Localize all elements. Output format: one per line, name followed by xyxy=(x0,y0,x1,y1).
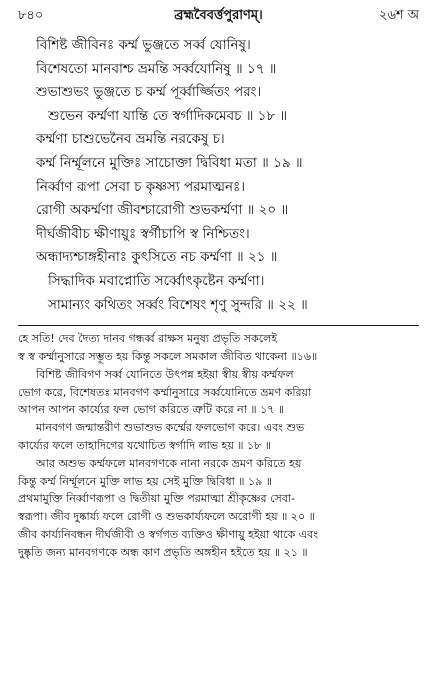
running-title: ব্রহ্মবৈবর্ত্তপুরাণম্। xyxy=(174,8,263,23)
commentary-line: কার্য্যের ফলে তাহাদিগের যথোচিত স্বর্গাদি লাভ হয় ॥ ১৮ ॥ xyxy=(18,438,272,452)
verse-line: শুভাশুভং ভুঞ্জতে চ কর্ম্ম পূর্ব্বার্জ্জিতং পরং। xyxy=(36,84,262,101)
commentary-line: স্বরূপা। জীব দুষ্কার্য্য ফলে রোগী ও শুভকার্য্যফলে অরোগী হয় ॥ ২০ ॥ xyxy=(18,510,315,524)
commentary-line: আপন আপন কার্য্যের ফল ভোগ করিতে ত্রুটি করে না ॥ ১৭ ॥ xyxy=(18,403,285,417)
verse-line: রোগী অকর্ম্মণা জীবশ্চারোগী শুভকর্ম্মণা ॥ ২০ ॥ xyxy=(36,202,289,219)
verse-block xyxy=(18,34,419,317)
verse-line: শুভেন কর্ম্মণা যান্তি তে স্বর্গাদিকমেবচ ॥ ১৮ ॥ xyxy=(48,107,288,124)
commentary-line: স্ব স্ব কর্ম্মানুসারে সম্ভূত হয় কিন্তু সকলে সমকাল জীবিত থাকেনা ॥১৬॥ xyxy=(18,349,318,363)
commentary-line: বিশিষ্ট জীবিগণ সর্ব্ব যোনিতে উৎপন্ন হইয়া স্বীয় স্বীয় কর্ম্মফল xyxy=(36,367,294,381)
verse-line: দীর্ঘজীবীচ ক্ষীণায়ুঃ স্বর্গীচাপি স্ব নিশ্চিতং। xyxy=(36,225,250,242)
commentary-line: ভোগ করে, বিশেষতঃ মানবগণ কর্ম্মানুসারে সর্ব্বযোনিতে ভ্রমণ করিয়া xyxy=(18,385,312,399)
commentary-line: জীব কার্য্যনিবন্ধন দীর্ঘজীবী ও স্বর্গগত ব্যক্তিও ক্ষীণায়ু হইয়া থাকে এবং xyxy=(18,527,318,541)
verse-line: নির্ব্বাণ রূপা সেবা চ কৃষ্ণস্য পরমাত্মনঃ। xyxy=(36,178,246,195)
verse-line: কর্ম্ম নির্ম্মূলনে মুক্তিঃ সাচোক্তা দ্বিবিধা মতা ॥ ১৯ ॥ xyxy=(36,154,303,171)
verse-line: অন্ধাদ্যশ্চাঙ্গহীনাঃ কুৎসিতে নচ কর্ম্মণা ॥ ২১ ॥ xyxy=(36,249,278,266)
verse-line: সামান্যং কথিতং সর্ব্বং বিশেষং শৃণু সুন্দরি ॥ ২২ ॥ xyxy=(48,296,308,313)
page-header xyxy=(18,6,419,28)
commentary-block xyxy=(18,330,419,561)
page-number: ৮৪০ xyxy=(18,8,44,23)
commentary-line: দুষ্কৃতি জন্য মানবগণকে অন্ধ কাণ প্রভৃতি অঙ্গহীন হইতে হয় ॥ ২১ ॥ xyxy=(18,545,308,559)
verse-line: বিশেষতো মানবাশ্চ ভ্রমন্তি সর্ব্বযোনিষু ॥ ১৭ ॥ xyxy=(36,60,277,77)
commentary-line: হে সতি! দেব দৈত্য দানব গন্ধর্ব্ব রাক্ষস মনুষ্য প্রভৃতি সকলেই xyxy=(18,332,278,346)
commentary-line: মানবগণ জন্মান্তরীণ শুভাশুভ কর্ম্মের ফলভোগ করে। এবং শুভ xyxy=(36,421,305,435)
verse-line: কর্ম্মণা চাশুভেনৈব ভ্রমন্তি নরকেষু চ। xyxy=(36,131,225,148)
commentary-line: আর অশুভ কর্ম্মফলে মানবগণকে নানা নরকে ভ্রমণ করিতে হয় xyxy=(36,456,302,470)
verse-line: বিশিষ্ট জীবিনঃ কর্ম্ম ভুঞ্জতে সর্ব্ব যোনিষু। xyxy=(36,37,251,53)
verse-line: সিদ্ধাদিক মবাপ্নোতি সর্ব্বোৎকৃষ্টেন কর্ম্মণা। xyxy=(48,272,265,289)
chapter-label: ২৬শ অ xyxy=(379,8,419,23)
commentary-line: কিন্তু কর্ম্ম নির্ম্মূলনে মুক্তি লাভ হয় সেই মুক্তি দ্বিবিধা ॥ ১৯ ॥ xyxy=(18,474,273,488)
commentary-line: প্রথমামুক্তি নির্ব্বাণরূপা ও দ্বিতীয়া মুক্তি পরমাত্মা শ্রীকৃষ্ণের সেবা- xyxy=(18,492,296,506)
section-divider xyxy=(18,325,419,326)
